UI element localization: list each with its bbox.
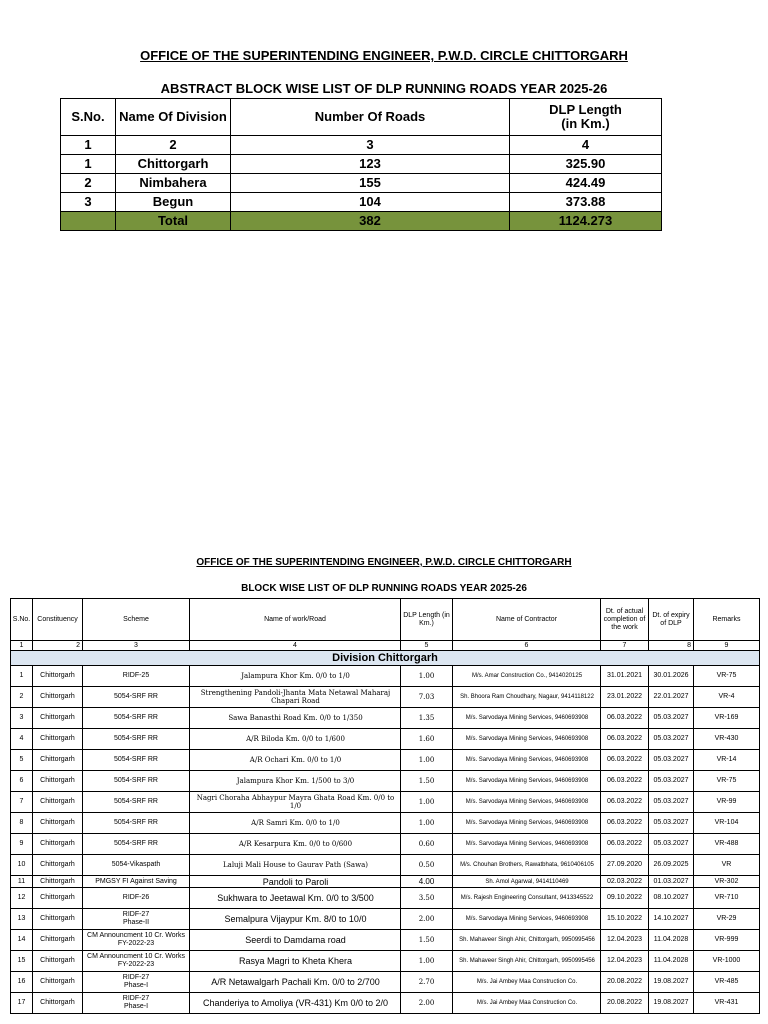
table-cell: PMGSY FI Against Saving [83, 876, 190, 888]
column-header: Name of Contractor [453, 599, 601, 641]
index-row [61, 136, 662, 155]
table-cell: 7 [11, 792, 33, 813]
abstract-table [60, 98, 662, 231]
table-row [11, 750, 760, 771]
table-cell: Chittorgarh [33, 834, 83, 855]
table-row [61, 193, 662, 212]
table-cell: M/s. Sarvodaya Mining Services, 9460693908 [453, 708, 601, 729]
table-cell: 15 [11, 951, 33, 972]
table-cell: 155 [231, 174, 510, 193]
table-cell: 5054-SRF RR [83, 687, 190, 708]
table-cell: 3 [61, 193, 116, 212]
table-cell: 06.03.2022 [601, 729, 649, 750]
table-row [11, 687, 760, 708]
table-cell: 4 [11, 729, 33, 750]
table-cell: Chittorgarh [33, 855, 83, 876]
table-row [61, 174, 662, 193]
table-cell: 10 [11, 855, 33, 876]
total-cell: 382 [231, 212, 510, 231]
table-cell: VR-488 [694, 834, 760, 855]
dlp-header-row [11, 599, 760, 641]
table-cell: 6 [11, 771, 33, 792]
table-cell: RIDF-27 Phase-I [83, 972, 190, 993]
table-cell: 06.03.2022 [601, 834, 649, 855]
total-cell: Total [116, 212, 231, 231]
table-cell: VR-999 [694, 930, 760, 951]
table-cell: Chittorgarh [33, 876, 83, 888]
table-cell: M/s. Jai Ambey Maa Construction Co. [453, 972, 601, 993]
table-cell: 5054-SRF RR [83, 813, 190, 834]
table-cell: A/R Netawalgarh Pachali Km. 0/0 to 2/700 [190, 972, 401, 993]
index-cell: 9 [694, 641, 760, 651]
column-header: Constituency [33, 599, 83, 641]
table-cell: Begun [116, 193, 231, 212]
table-cell: VR [694, 855, 760, 876]
table-cell: CM Announcment 10 Cr. Works FY-2022-23 [83, 951, 190, 972]
column-header: Name of work/Road [190, 599, 401, 641]
table-cell: RIDF-27 Phase-II [83, 909, 190, 930]
table-cell: 5054-SRF RR [83, 771, 190, 792]
total-cell [61, 212, 116, 231]
index-cell: 7 [601, 641, 649, 651]
index-cell: 5 [401, 641, 453, 651]
table-cell: 5054-SRF RR [83, 834, 190, 855]
table-cell: VR-14 [694, 750, 760, 771]
total-row [61, 212, 662, 231]
table-cell: M/s. Amar Construction Co., 9414020125 [453, 666, 601, 687]
table-cell: VR-99 [694, 792, 760, 813]
table-cell: Jalampura Khor Km. 1/500 to 3/0 [190, 771, 401, 792]
column-header: DLP Length (in Km.) [510, 99, 662, 136]
table-cell: M/s. Jai Ambey Maa Construction Co. [453, 993, 601, 1014]
index-cell: 8 [649, 641, 694, 651]
table-cell: M/s. Sarvodaya Mining Services, 9460693908 [453, 909, 601, 930]
table-cell: 06.03.2022 [601, 750, 649, 771]
office-title-2: OFFICE OF THE SUPERINTENDING ENGINEER, P.W.D. CIRCLE CHITTORGARH [196, 557, 572, 568]
table-cell: 01.03.2027 [649, 876, 694, 888]
table-cell: 30.01.2026 [649, 666, 694, 687]
table-cell: 05.03.2027 [649, 771, 694, 792]
total-cell: 1124.273 [510, 212, 662, 231]
table-cell: 05.03.2027 [649, 750, 694, 771]
table-cell: 7.03 [401, 687, 453, 708]
table-cell: 05.03.2027 [649, 792, 694, 813]
table-row [11, 888, 760, 909]
table-cell: 123 [231, 155, 510, 174]
table-cell: 11.04.2028 [649, 951, 694, 972]
table-cell: M/s. Sarvodaya Mining Services, 9460693908 [453, 750, 601, 771]
table-cell: Jalampura Khor Km. 0/0 to 1/0 [190, 666, 401, 687]
table-cell: VR-4 [694, 687, 760, 708]
index-cell: 3 [83, 641, 190, 651]
index-cell: 2 [33, 641, 83, 651]
table-cell: 05.03.2027 [649, 729, 694, 750]
table-cell: 1.00 [401, 813, 453, 834]
table-cell: VR-302 [694, 876, 760, 888]
index-cell: 4 [510, 136, 662, 155]
table-cell: Nimbahera [116, 174, 231, 193]
table-cell: 5054-SRF RR [83, 708, 190, 729]
table-cell: 05.03.2027 [649, 708, 694, 729]
table-cell: Sh. Mahaveer Singh Ahir, Chittorgarh, 9950995456 [453, 951, 601, 972]
column-header: DLP Length (in Km.) [401, 599, 453, 641]
dlp-roads-table [10, 598, 760, 1014]
table-cell: Seerdi to Damdama road [190, 930, 401, 951]
table-row [61, 155, 662, 174]
table-cell: M/s. Sarvodaya Mining Services, 9460693908 [453, 834, 601, 855]
office-title: OFFICE OF THE SUPERINTENDING ENGINEER, P.W.D. CIRCLE CHITTORGARH [140, 48, 628, 63]
column-header: Scheme [83, 599, 190, 641]
table-cell: 0.50 [401, 855, 453, 876]
table-cell: VR-75 [694, 666, 760, 687]
table-cell: 2 [61, 174, 116, 193]
table-cell: 12.04.2023 [601, 951, 649, 972]
table-cell: Chittorgarh [33, 888, 83, 909]
table-cell: 1.60 [401, 729, 453, 750]
table-row [11, 771, 760, 792]
table-cell: 2.70 [401, 972, 453, 993]
table-cell: M/s. Sarvodaya Mining Services, 9460693908 [453, 792, 601, 813]
table-cell: 13 [11, 909, 33, 930]
table-cell: 17 [11, 993, 33, 1014]
table-cell: 06.03.2022 [601, 771, 649, 792]
index-cell: 2 [116, 136, 231, 155]
table-cell: M/s. Sarvodaya Mining Services, 9460693908 [453, 729, 601, 750]
table-cell: 22.01.2027 [649, 687, 694, 708]
table-cell: 06.03.2022 [601, 708, 649, 729]
table-cell: 02.03.2022 [601, 876, 649, 888]
table-cell: 11 [11, 876, 33, 888]
index-cell: 1 [61, 136, 116, 155]
table-cell: Rasya Magri to Kheta Khera [190, 951, 401, 972]
table-cell: 0.60 [401, 834, 453, 855]
table-cell: Laluji Mali House to Gaurav Path (Sawa) [190, 855, 401, 876]
column-header: Dt. of expiry of DLP [649, 599, 694, 641]
table-cell: 20.08.2022 [601, 993, 649, 1014]
table-cell: Chittorgarh [33, 813, 83, 834]
table-row [11, 834, 760, 855]
abstract-header-row [61, 99, 662, 136]
table-cell: Chittorgarh [33, 951, 83, 972]
table-cell: 1.50 [401, 930, 453, 951]
table-cell: 23.01.2022 [601, 687, 649, 708]
table-cell: 16 [11, 972, 33, 993]
table-cell: Sawa Banasthi Road Km. 0/0 to 1/350 [190, 708, 401, 729]
table-cell: Chittorgarh [33, 792, 83, 813]
table-cell: 26.09.2025 [649, 855, 694, 876]
table-cell: 5054-SRF RR [83, 750, 190, 771]
table-cell: Chittorgarh [33, 666, 83, 687]
table-row [11, 993, 760, 1014]
column-header: S.No. [11, 599, 33, 641]
table-cell: CM Announcment 10 Cr. Works FY-2022-23 [83, 930, 190, 951]
index-cell: 1 [11, 641, 33, 651]
table-cell: 2.00 [401, 909, 453, 930]
table-cell: Chittorgarh [33, 771, 83, 792]
table-cell: 14 [11, 930, 33, 951]
table-cell: Chanderiya to Amoliya (VR-431) Km 0/0 to 2/0 [190, 993, 401, 1014]
table-cell: Sh. Amol Agarwal, 9414110469 [453, 876, 601, 888]
column-header: Number Of Roads [231, 99, 510, 136]
table-cell: 31.01.2021 [601, 666, 649, 687]
table-cell: 1.00 [401, 951, 453, 972]
table-cell: 1.00 [401, 666, 453, 687]
table-cell: RIDF-25 [83, 666, 190, 687]
table-row [11, 792, 760, 813]
table-cell: Semalpura Vijaypur Km. 8/0 to 10/0 [190, 909, 401, 930]
table-cell: 27.09.2020 [601, 855, 649, 876]
table-cell: VR-485 [694, 972, 760, 993]
table-cell: Strengthening Pandoli-Jhanta Mata Netawal Maharaj Chapari Road [190, 687, 401, 708]
table-cell: 20.08.2022 [601, 972, 649, 993]
column-header: Dt. of actual completion of the work [601, 599, 649, 641]
table-cell: VR-169 [694, 708, 760, 729]
table-cell: VR-75 [694, 771, 760, 792]
table-cell: VR-431 [694, 993, 760, 1014]
table-cell: 8 [11, 813, 33, 834]
list-title: BLOCK WISE LIST OF DLP RUNNING ROADS YEAR 2025-26 [241, 583, 527, 594]
column-header: Remarks [694, 599, 760, 641]
table-cell: A/R Ochari Km. 0/0 to 1/0 [190, 750, 401, 771]
table-cell: 104 [231, 193, 510, 212]
table-cell: 1.35 [401, 708, 453, 729]
table-cell: M/s. Chouhan Brothers, Rawatbhata, 9610406105 [453, 855, 601, 876]
table-cell: A/R Samri Km. 0/0 to 1/0 [190, 813, 401, 834]
table-cell: RIDF-27 Phase-I [83, 993, 190, 1014]
division-label: Division Chittorgarh [11, 651, 760, 666]
index-cell: 3 [231, 136, 510, 155]
table-cell: VR-1000 [694, 951, 760, 972]
table-cell: 2.00 [401, 993, 453, 1014]
table-cell: 08.10.2027 [649, 888, 694, 909]
table-cell: 325.90 [510, 155, 662, 174]
table-cell: 19.08.2027 [649, 993, 694, 1014]
table-cell: Chittorgarh [33, 687, 83, 708]
index-cell: 6 [453, 641, 601, 651]
table-cell: 12 [11, 888, 33, 909]
table-cell: Sukhwara to Jeetawal Km. 0/0 to 3/500 [190, 888, 401, 909]
table-cell: Chittorgarh [33, 750, 83, 771]
table-row [11, 930, 760, 951]
table-cell: 9 [11, 834, 33, 855]
table-row [11, 813, 760, 834]
table-cell: 1 [11, 666, 33, 687]
table-cell: 05.03.2027 [649, 834, 694, 855]
table-row [11, 972, 760, 993]
table-cell: Pandoli to Paroli [190, 876, 401, 888]
table-cell: Chittorgarh [33, 729, 83, 750]
table-cell: 12.04.2023 [601, 930, 649, 951]
table-cell: Sh. Mahaveer Singh Ahir, Chittorgarh, 9950995456 [453, 930, 601, 951]
column-header: Name Of Division [116, 99, 231, 136]
table-cell: M/s. Sarvodaya Mining Services, 9460693908 [453, 813, 601, 834]
table-cell: 5054-SRF RR [83, 729, 190, 750]
table-cell: Chittorgarh [33, 930, 83, 951]
index-row [11, 641, 760, 651]
table-cell: 14.10.2027 [649, 909, 694, 930]
table-cell: A/R Biloda Km. 0/0 to 1/600 [190, 729, 401, 750]
table-cell: 11.04.2028 [649, 930, 694, 951]
table-cell: 1.50 [401, 771, 453, 792]
table-cell: Sh. Bhoora Ram Choudhary, Nagaur, 9414118122 [453, 687, 601, 708]
table-row [11, 708, 760, 729]
table-cell: 4.00 [401, 876, 453, 888]
table-cell: M/s. Rajesh Engineering Consultant, 9413345522 [453, 888, 601, 909]
table-cell: VR-29 [694, 909, 760, 930]
table-row [11, 951, 760, 972]
table-cell: A/R Kesarpura Km. 0/0 to 0/600 [190, 834, 401, 855]
table-cell: 1.00 [401, 750, 453, 771]
table-cell: 06.03.2022 [601, 813, 649, 834]
table-cell: RIDF-26 [83, 888, 190, 909]
table-cell: 06.03.2022 [601, 792, 649, 813]
table-cell: 5054-Vikaspath [83, 855, 190, 876]
table-cell: 09.10.2022 [601, 888, 649, 909]
table-row [11, 876, 760, 888]
table-cell: 15.10.2022 [601, 909, 649, 930]
table-cell: 2 [11, 687, 33, 708]
table-cell: 1.00 [401, 792, 453, 813]
table-cell: Chittorgarh [33, 909, 83, 930]
table-cell: 5 [11, 750, 33, 771]
table-row [11, 729, 760, 750]
table-cell: Chittorgarh [116, 155, 231, 174]
table-cell: 19.08.2027 [649, 972, 694, 993]
table-cell: VR-710 [694, 888, 760, 909]
table-row [11, 909, 760, 930]
table-cell: 373.88 [510, 193, 662, 212]
table-cell: Nagri Choraha Abhaypur Mayra Ghata Road Km. 0/0 to 1/0 [190, 792, 401, 813]
table-row [11, 855, 760, 876]
table-cell: Chittorgarh [33, 972, 83, 993]
table-cell: Chittorgarh [33, 708, 83, 729]
table-cell: 5054-SRF RR [83, 792, 190, 813]
table-cell: 1 [61, 155, 116, 174]
table-cell: 05.03.2027 [649, 813, 694, 834]
table-cell: VR-430 [694, 729, 760, 750]
index-cell: 4 [190, 641, 401, 651]
table-cell: VR-104 [694, 813, 760, 834]
column-header: S.No. [61, 99, 116, 136]
table-cell: Chittorgarh [33, 993, 83, 1014]
abstract-title: ABSTRACT BLOCK WISE LIST OF DLP RUNNING ROADS YEAR 2025-26 [160, 81, 608, 96]
table-cell: 3.50 [401, 888, 453, 909]
table-cell: 424.49 [510, 174, 662, 193]
table-cell: 3 [11, 708, 33, 729]
table-cell: M/s. Sarvodaya Mining Services, 9460693908 [453, 771, 601, 792]
division-row [11, 651, 760, 666]
table-row [11, 666, 760, 687]
